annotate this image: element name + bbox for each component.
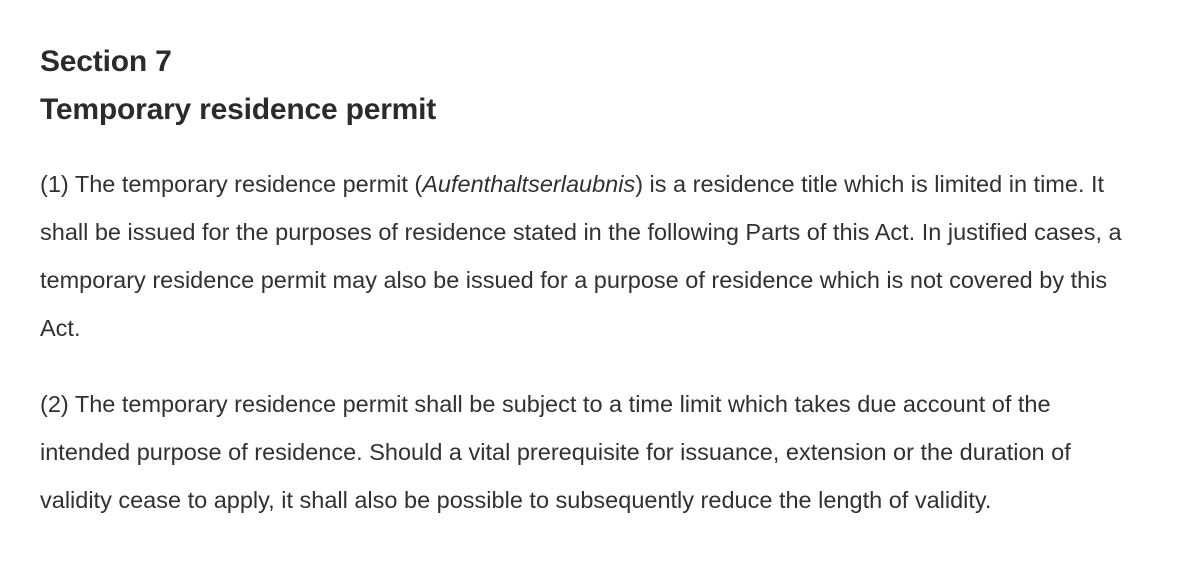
paragraph-1 [40,160,1140,352]
section-number-label: Section 7 [40,45,172,79]
paragraph-1-number: (1) [40,171,69,198]
paragraph-1-text-before-italic: The temporary residence permit ( [68,171,423,198]
section-title-label: Temporary residence permit [40,93,437,127]
paragraph-2-text: The temporary residence permit shall be subject to a time limit which takes due account of the intended purpose of residence. Should a vital prerequisite for issuance, extension or the duration of validity cease to apply, it shall also be possible to subsequently reduce the length of validity. [40,391,1071,514]
paragraph-2-number: (2) [40,391,69,418]
paragraph-1-text-after-italic: ) is a residence title which is limited in time. It shall be issued for the purposes of residence stated in the following Parts of this Act. In justified cases, a temporary residence permit may also be issued for a purpose of residence which is not covered by this Act. [40,171,1122,342]
paragraph-1-italic-term: Aufenthaltserlaubnis [422,171,636,198]
paragraph-2 [40,380,1140,524]
page-title [40,38,1140,134]
